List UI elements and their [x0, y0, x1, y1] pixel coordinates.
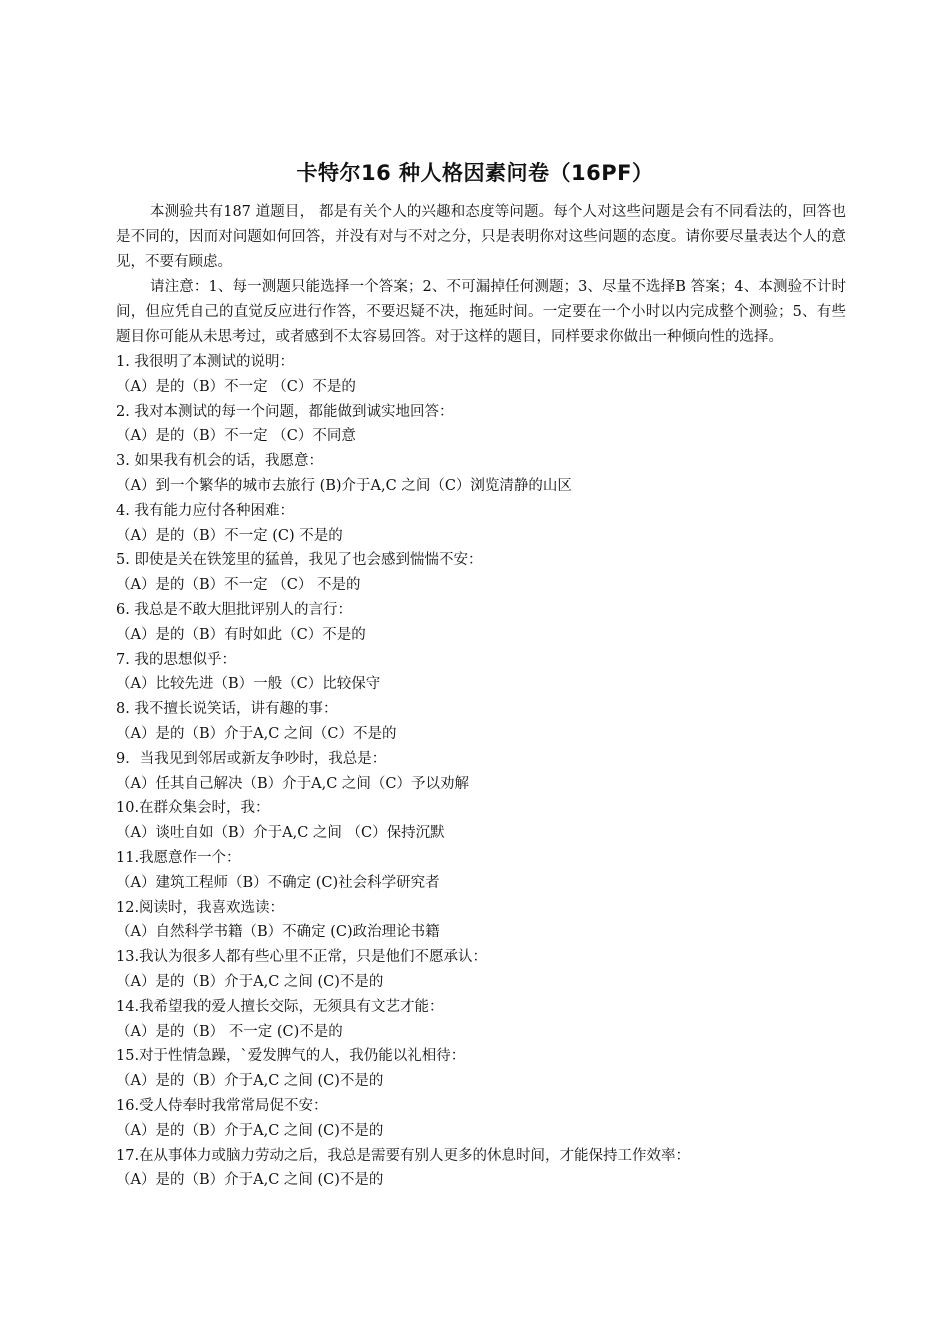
question-options: （A）是的（B）介于A,C 之间（C）不是的	[116, 725, 397, 742]
question-item	[116, 548, 846, 598]
question-text: 4. 我有能力应付各种困难：	[116, 502, 294, 519]
notice-paragraph: 请注意：1、每一测题只能选择一个答案；2、不可漏掉任何测题；3、尽量不选择B 答案；4、本测验不计时间，但应凭自己的直觉反应进行作答，不要迟疑不决，拖延时间。一定要在一个小时以内完成整个测验；5、有些题目你可能从未思考过，或者感到不太容易回答。对于这样的题目，同样要求你做出一种倾向性的选择。	[116, 279, 846, 345]
question-options: （A）谈吐自如（B）介于A,C 之间 （C）保持沉默	[116, 825, 445, 842]
question-text: 1. 我很明了本测试的说明：	[116, 354, 294, 370]
question-options: （A）是的（B）不一定 （C）不同意	[116, 428, 356, 445]
question-text: 12.阅读时，我喜欢选读：	[116, 899, 285, 916]
question-options: （A）到一个繁华的城市去旅行 (B)介于A,C 之间（C）浏览清静的山区	[116, 477, 572, 494]
question-options: （A）是的（B）不一定 (C) 不是的	[116, 527, 343, 544]
question-item	[116, 1044, 846, 1094]
question-text: 10.在群众集会时，我：	[116, 800, 270, 817]
question-item	[116, 449, 846, 499]
question-item	[116, 1144, 846, 1194]
question-item	[116, 747, 846, 797]
question-item	[116, 350, 846, 400]
question-options: （A）是的（B）不一定 （C）不是的	[116, 378, 356, 395]
question-text: 6. 我总是不敢大胆批评别人的言行：	[116, 601, 352, 618]
question-item	[116, 995, 846, 1045]
question-options: （A）是的（B）介于A,C 之间 (C)不是的	[116, 1073, 384, 1090]
question-item	[116, 945, 846, 995]
question-options: （A）是的（B）介于A,C 之间 (C)不是的	[116, 1172, 384, 1189]
question-text: 16.受人侍奉时我常常局促不安：	[116, 1097, 328, 1114]
question-text: 13.我认为很多人都有些心里不正常，只是他们不愿承认：	[116, 949, 488, 966]
question-options: （A）自然科学书籍（B）不确定 (C)政治理论书籍	[116, 924, 440, 941]
question-options: （A）任其自己解决（B）介于A,C 之间（C）予以劝解	[116, 775, 470, 792]
question-options: （A）是的（B） 不一定 (C)不是的	[116, 1023, 343, 1040]
question-item	[116, 598, 846, 648]
question-text: 17.在从事体力或脑力劳动之后，我总是需要有别人更多的休息时间，才能保持工作效率：	[116, 1147, 691, 1164]
question-item	[116, 796, 846, 846]
question-options: （A）是的（B）介于A,C 之间 (C)不是的	[116, 1122, 384, 1139]
question-item	[116, 1094, 846, 1144]
question-text: 8. 我不擅长说笑话，讲有趣的事：	[116, 701, 338, 718]
question-text: 9．当我见到邻居或新友争吵时，我总是：	[116, 750, 387, 767]
question-text: 7. 我的思想似乎：	[116, 651, 236, 668]
question-item	[116, 499, 846, 549]
question-item	[116, 400, 846, 450]
question-options: （A）建筑工程师（B）不确定 (C)社会科学研究者	[116, 874, 440, 891]
question-text: 5. 即使是关在铁笼里的猛兽，我见了也会感到惴惴不安：	[116, 552, 483, 569]
question-text: 3. 如果我有机会的话，我愿意：	[116, 453, 323, 470]
document-body	[116, 200, 846, 1193]
question-item	[116, 648, 846, 698]
question-text: 11.我愿意作一个：	[116, 849, 241, 866]
question-text: 14.我希望我的爱人擅长交际，无须具有文艺才能：	[116, 998, 444, 1015]
question-options: （A）是的（B）有时如此（C）不是的	[116, 626, 366, 643]
question-text: 15.对于性情急躁，`爱发脾气的人，我仍能以礼相待：	[116, 1048, 466, 1065]
intro-paragraph: 本测验共有187 道题目， 都是有关个人的兴趣和态度等问题。每个人对这些问题是会有不同看法的，回答也是不同的，因而对问题如何回答，并没有对与不对之分，只是表明你对这些问题的态度。请你要尽量表达个人的意见，不要有顾虑。	[116, 204, 846, 270]
question-text: 2. 我对本测试的每一个问题，都能做到诚实地回答：	[116, 403, 454, 420]
question-item	[116, 697, 846, 747]
question-item	[116, 846, 846, 896]
document-title: 卡特尔16 种人格因素问卷（16PF）	[296, 161, 654, 185]
question-list	[116, 350, 846, 1193]
question-item	[116, 896, 846, 946]
question-options: （A）比较先进（B）一般（C）比较保守	[116, 676, 381, 693]
question-options: （A）是的（B）介于A,C 之间 (C)不是的	[116, 973, 384, 990]
question-options: （A）是的（B）不一定 （C） 不是的	[116, 577, 361, 594]
